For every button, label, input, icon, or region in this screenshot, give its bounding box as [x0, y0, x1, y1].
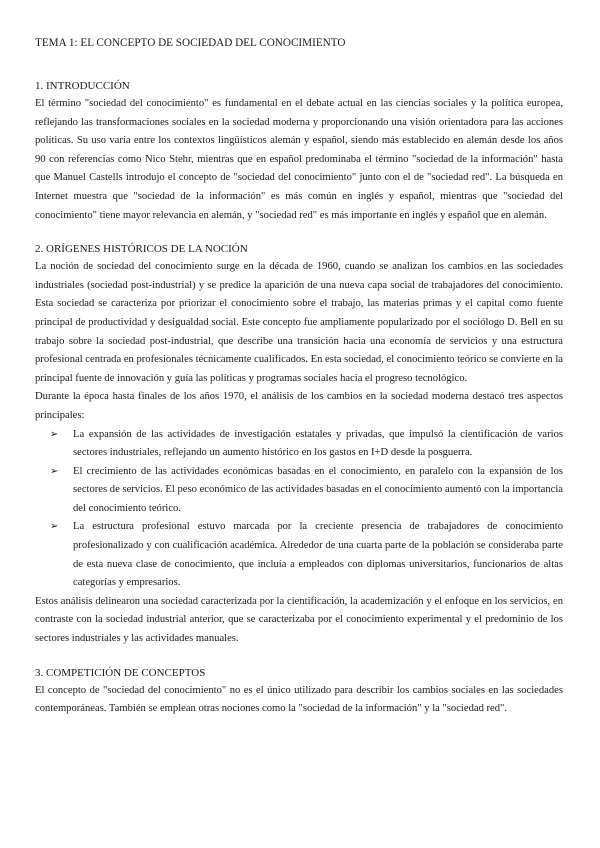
paragraph: La noción de sociedad del conocimiento surge en la década de 1960, cuando se analizan los cambios en las sociedades industriales (sociedad post-industrial) y se predice la aparición de una nueva capa social de trabajadores del conocimiento. Esta sociedad se caracteriza por priorizar el conocimiento sobre el trabajo, las materias primas y el capital como fuente principal de productividad y desigualdad social. Este concepto fue ampliamente popularizado por el sociólogo D. Bell en su trabajo sobre la sociedad post-industrial, que describe una transición hacia una economía de servicios y una estructura profesional centrada en profesionales técnicamente cualificados. En esta sociedad, el conocimiento teórico se convierte en la principal fuente de innovación y guía las políticas y programas sociales hacia el progreso tecnológico.	[35, 261, 563, 384]
arrow-bullet-icon: ➢	[50, 465, 59, 477]
document-page	[35, 34, 563, 719]
paragraph: El término "sociedad del conocimiento" es fundamental en el debate actual en las ciencias sociales y la política europea, reflejando las transformaciones sociales en la sociedad moderna y proporcionando una visión orientadora para las acciones políticas. Su uso varía entre los contextos lingüísticos alemán y español, siendo más establecido en alemán desde los años 90 con referencias como Nico Stehr, mientras que en español predominaba el término "sociedad de la información" hasta que Manuel Castells introdujo el concepto de "sociedad del conocimiento" junto con el de "sociedad red". La búsqueda en Internet muestra que "sociedad de la información" es más común en inglés y español, mientras que "sociedad del conocimiento" tiene mayor relevancia en alemán, y "sociedad red" es más importante en inglés y español que en alemán.	[35, 98, 563, 221]
paragraph: Durante la época hasta finales de los años 1970, el análisis de los cambios en la sociedad moderna destacó tres aspectos principales:	[35, 391, 563, 421]
section-introduccion	[35, 77, 563, 225]
list-item	[35, 426, 563, 463]
list-item-text: La expansión de las actividades de investigación estatales y privadas, que impulsó la cientificación de varios sectores industriales, reflejando un aumento histórico en los gastos en I+D desde la posguerra.	[73, 428, 563, 459]
document-title: TEMA 1: EL CONCEPTO DE SOCIEDAD DEL CONOCIMIENTO	[35, 37, 346, 49]
list-item-text: El crecimiento de las actividades económicas basadas en el conocimiento, en paralelo con la expansión de los sectores de servicios. El peso económico de las actividades basadas en el conocimiento aumentó con la importancia del conocimiento teórico.	[73, 465, 563, 514]
list-item	[35, 518, 563, 592]
section-heading: 1. INTRODUCCIÓN	[35, 80, 130, 92]
list-item	[35, 463, 563, 519]
paragraph: El concepto de "sociedad del conocimiento" no es el único utilizado para describir los cambios sociales en las sociedades contemporáneas. También se emplean otras nociones como la "sociedad de la información" y la "sociedad red".	[35, 684, 563, 715]
list-item-text: La estructura profesional estuvo marcada por la creciente presencia de trabajadores de conocimiento profesionalizado y con cualificación académica. Alrededor de una cuarta parte de la población se consideraba parte de esta nueva clase de conocimiento, que incluía a empleados con diplomas universitarios, funcionarios de altas categorías y empresarios.	[73, 521, 563, 589]
arrow-bullet-icon: ➢	[50, 521, 59, 533]
arrow-bullet-icon: ➢	[50, 428, 59, 440]
section-competicion-conceptos	[35, 664, 563, 719]
section-heading: 2. ORÍGENES HISTÓRICOS DE LA NOCIÓN	[35, 243, 248, 256]
section-heading: 3. COMPETICIÓN DE CONCEPTOS	[35, 666, 206, 679]
bullet-list	[35, 426, 563, 593]
paragraph: Estos análisis delinearon una sociedad caracterizada por la cientificación, la academización y el enfoque en los servicios, en contraste con la sociedad industrial anterior, que se caracterizaba por el conocimiento experimental y el predominio de los sectores industriales y las actividades manuales.	[35, 595, 563, 645]
section-origenes-historicos	[35, 240, 563, 648]
